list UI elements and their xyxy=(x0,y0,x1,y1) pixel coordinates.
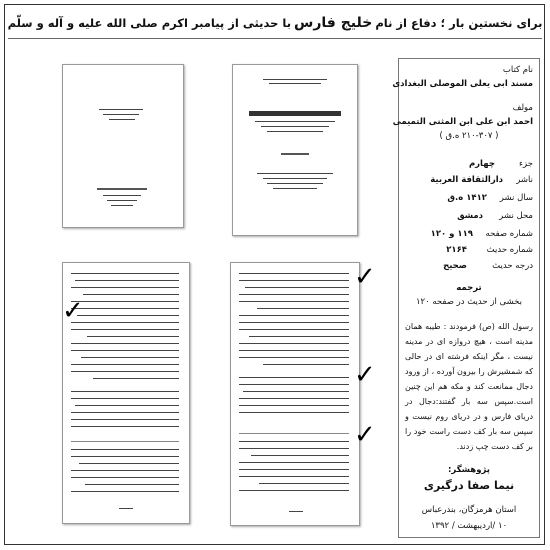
headline-part2: با حدیثی از پیامبر اکرم صلی الله علیه و آله و سلّم xyxy=(7,16,292,30)
volume-label: جزء xyxy=(519,159,533,169)
author-dates: ( ۲۱۰-۳۰۷ ه.ق ) xyxy=(439,131,499,141)
book-title: مسند ابی یعلی الموصلی البغدادی xyxy=(392,79,533,89)
book-title-page-image xyxy=(232,64,358,236)
translation-label: ترجمه xyxy=(456,283,482,293)
researcher-label: پژوهشگر: xyxy=(448,465,490,475)
checkmark-icon: ✓ xyxy=(354,262,376,292)
author-label: مولف xyxy=(512,103,533,113)
checkmark-icon: ✓ xyxy=(354,360,376,390)
book-info-panel xyxy=(392,58,540,538)
checkmark-icon: ✓ xyxy=(354,420,376,450)
place-value: دمشق xyxy=(457,211,483,221)
research-location: استان هرمزگان، بندرعباس xyxy=(421,505,517,515)
headline-divider xyxy=(8,38,542,39)
page-number-value: ۱۱۹ و ۱۲۰ xyxy=(430,229,473,239)
book-title-label: نام کتاب xyxy=(502,65,533,75)
researcher-name: نیما صفا درگیری xyxy=(423,479,515,492)
headline-part1: برای نخستین بار ؛ دفاع از نام xyxy=(375,16,543,30)
headline xyxy=(7,10,543,36)
hadith-grade-label: درجه حدیث xyxy=(492,261,533,271)
checkmark-icon: ✓ xyxy=(62,296,84,326)
year-value: ۱۴۱۲ ه.ق xyxy=(447,193,487,203)
hadith-number-label: شماره حدیث xyxy=(486,245,533,255)
hadith-number-value: ۲۱۶۴ xyxy=(446,245,467,255)
research-date: ۱۰ /اردیبهشت / ۱۳۹۲ xyxy=(430,521,508,531)
book-page-119-image xyxy=(230,262,360,526)
volume-value: چهارم xyxy=(468,159,495,169)
year-label: سال نشر xyxy=(499,193,533,203)
place-label: محل نشر xyxy=(499,211,533,221)
headline-emphasis: خلیج فارس xyxy=(294,15,373,31)
hadith-grade-value: صحیح xyxy=(443,261,467,271)
book-back-cover-image xyxy=(62,64,184,228)
author-name: احمد ابن علی ابن المثنی التمیمی xyxy=(392,117,533,127)
translation-text: رسول الله (ص) فرمودند : طیبه همان مدینه است ، هیچ دروازه ای در مدینه نیست ، مگر اینکه فرشته ای در حالی که شمشیرش را بیرون آورده ، از ورود دجال ممانعت کند و مکه هم این چنین است.سپس سه بار گفتند:دجال در دریای فارس و در دریای روم نیست و سپس سه بار کف دست راست خود را بر کف دست چپ زدند. xyxy=(405,322,533,451)
page-number-label: شماره صفحه xyxy=(485,229,533,239)
translation-subtitle: بخشی از حدیث در صفحه ۱۲۰ xyxy=(415,297,523,307)
publisher-value: دارالثقافة العربیة xyxy=(430,175,503,185)
publisher-label: ناشر xyxy=(516,175,533,185)
